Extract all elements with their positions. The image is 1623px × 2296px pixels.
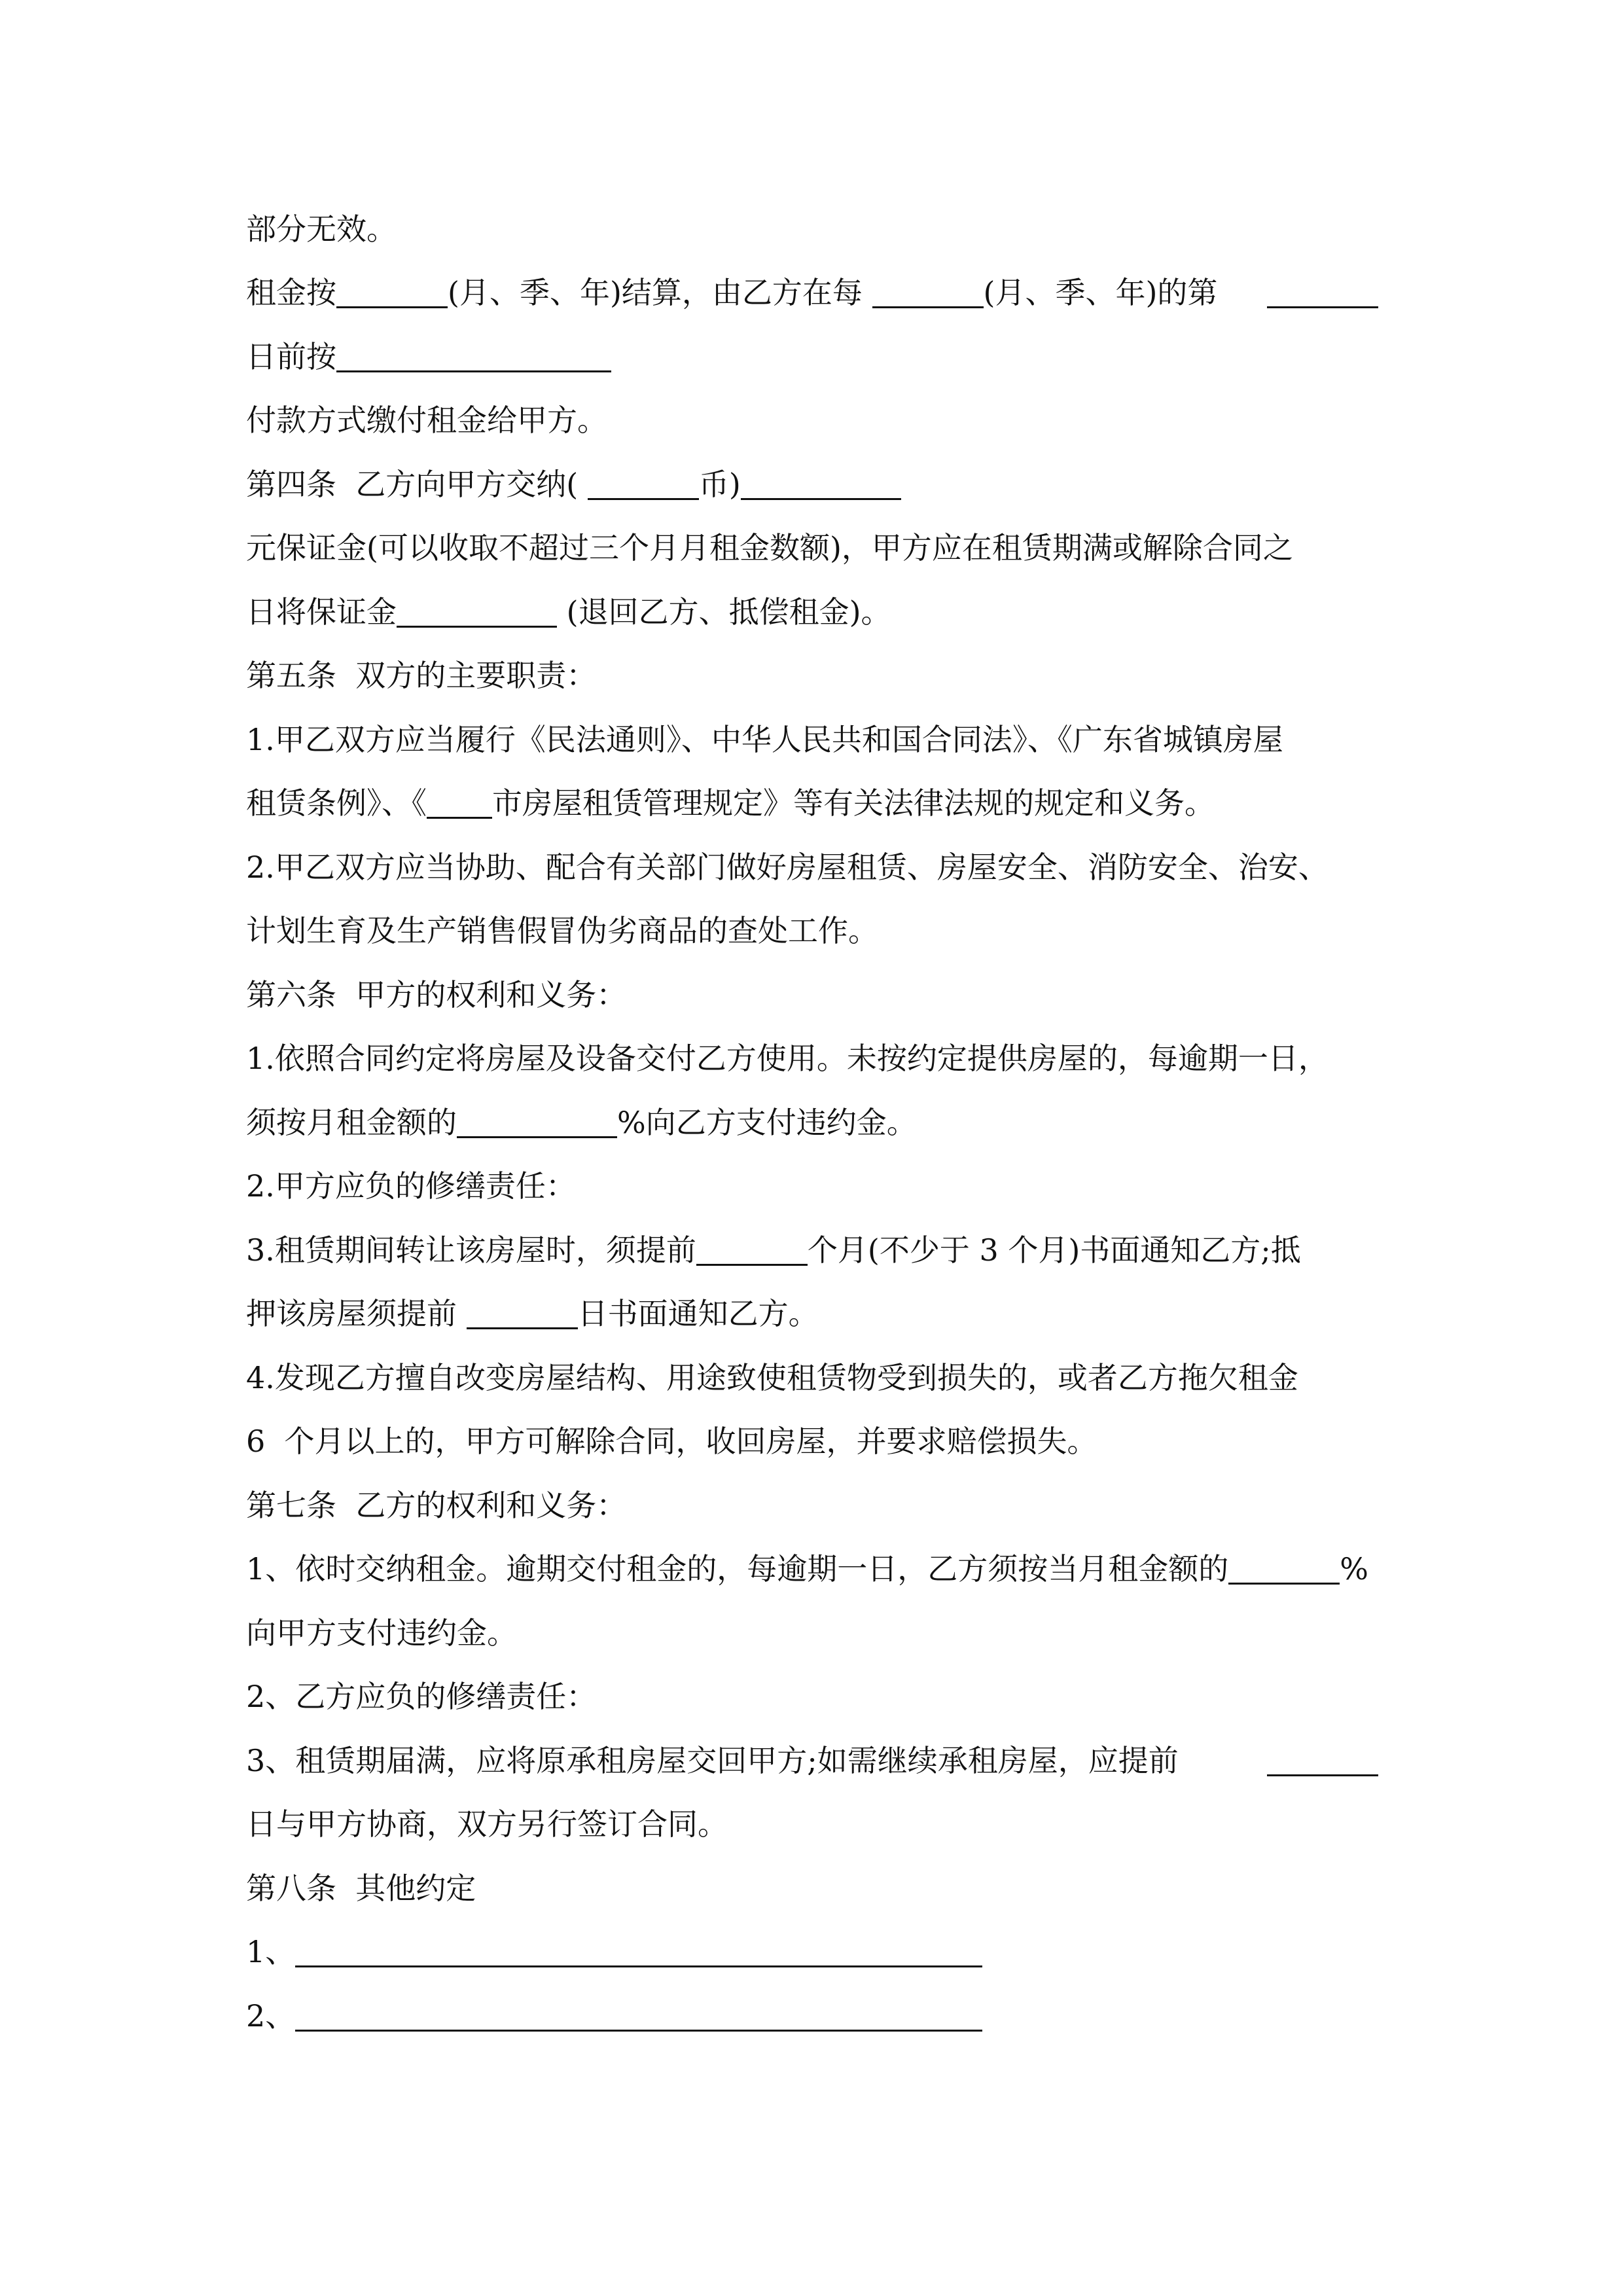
fill-blank[interactable]	[336, 270, 448, 308]
text-line	[246, 1221, 1378, 1280]
text-segment: (退回乙方、抵偿租金)。	[557, 594, 891, 630]
text-line	[246, 1093, 1378, 1152]
text-segment: 1、依时交纳租金。逾期交付租金的，每逾期一日，乙方须按当月租金额的	[246, 1551, 1229, 1587]
text-segment: 市房屋租赁管理规定》等有关法律法规的规定和义务。	[492, 785, 1215, 821]
text-segment: 付款方式缴付租金给甲方。	[246, 403, 607, 438]
fill-blank[interactable]	[1267, 270, 1378, 308]
text-line	[246, 1029, 1378, 1088]
text-segment: 须按月租金额的	[246, 1105, 457, 1140]
text-segment: (月、季、年)的第	[983, 275, 1218, 310]
fill-blank[interactable]	[427, 780, 492, 819]
text-line	[246, 774, 1378, 833]
text-segment: 向甲方支付违约金。	[246, 1615, 517, 1651]
text-segment: 部分无效。	[246, 211, 397, 247]
fill-blank[interactable]	[295, 1929, 982, 1967]
text-line	[246, 391, 1378, 450]
text-segment: 租赁条例》、《	[246, 785, 427, 821]
text-segment: 1、	[246, 1934, 296, 1969]
text-segment: 日与甲方协商，双方另行签订合同。	[246, 1806, 728, 1842]
text-segment: 3、租赁期届满，应将原承租房屋交回甲方;如需继续承租房屋，应提前	[246, 1743, 1179, 1778]
text-segment: 日书面通知乙方。	[577, 1296, 819, 1331]
text-segment: 2.甲方应负的修缮责任：	[246, 1168, 576, 1204]
text-segment: 元保证金(可以收取不超过三个月月租金数额)，甲方应在租赁期满或解除合同之	[246, 530, 1293, 565]
fill-blank[interactable]	[336, 334, 611, 372]
text-segment: 租金按	[246, 275, 336, 310]
text-segment: 2、	[246, 1998, 296, 2034]
fill-blank[interactable]	[741, 461, 901, 500]
fill-blank[interactable]	[1228, 1546, 1340, 1585]
fill-blank[interactable]	[397, 589, 557, 628]
text-segment: 个月(不少于 3 个月)书面通知乙方;抵	[807, 1232, 1301, 1268]
section-heading	[246, 1859, 1378, 1918]
section-heading	[246, 1476, 1378, 1535]
text-segment: 押该房屋须提前	[246, 1296, 467, 1331]
text-segment: 第五条 双方的主要职责：	[246, 658, 597, 693]
section-heading	[246, 965, 1378, 1024]
text-line	[246, 1922, 1378, 1981]
text-segment: 第四条 乙方向甲方交纳(	[246, 467, 588, 502]
text-line	[246, 1284, 1378, 1343]
fill-blank[interactable]	[1267, 1738, 1378, 1776]
fill-blank[interactable]	[588, 461, 699, 500]
text-segment: 第六条 甲方的权利和义务：	[246, 977, 627, 1013]
fill-blank[interactable]	[457, 1100, 617, 1138]
text-line	[246, 263, 1378, 322]
text-line	[246, 327, 1378, 386]
text-segment: 6 个月以上的，甲方可解除合同，收回房屋，并要求赔偿损失。	[246, 1424, 1097, 1459]
text-line	[246, 583, 1378, 641]
text-segment: %向乙方支付违约金。	[617, 1105, 917, 1140]
fill-blank[interactable]	[872, 270, 984, 308]
text-segment: %	[1340, 1551, 1368, 1587]
text-segment: 日前按	[246, 339, 336, 374]
text-segment: 2.甲乙双方应当协助、配合有关部门做好房屋租赁、房屋安全、消防安全、治安、	[246, 850, 1329, 885]
fill-blank[interactable]	[295, 1993, 982, 2032]
text-segment: 日将保证金	[246, 594, 397, 630]
text-line	[246, 1539, 1378, 1598]
text-line	[246, 518, 1378, 577]
text-line	[246, 901, 1378, 960]
text-line	[246, 710, 1378, 769]
text-segment: 币)	[698, 467, 741, 502]
text-segment: (月、季、年)结算，由乙方在每	[448, 275, 872, 310]
text-line	[246, 838, 1378, 897]
text-segment: 1.依照合同约定将房屋及设备交付乙方使用。未按约定提供房屋的，每逾期一日，	[246, 1041, 1329, 1076]
text-line	[246, 1604, 1378, 1662]
fill-blank[interactable]	[467, 1291, 578, 1329]
text-segment: 3.租赁期间转让该房屋时，须提前	[246, 1232, 696, 1268]
text-line	[246, 1157, 1378, 1215]
section-heading	[246, 646, 1378, 705]
text-segment: 4.发现乙方擅自改变房屋结构、用途致使租赁物受到损失的，或者乙方拖欠租金	[246, 1360, 1298, 1395]
text-segment: 第八条 其他约定	[246, 1871, 476, 1906]
text-segment: 第七条 乙方的权利和义务：	[246, 1488, 627, 1523]
text-line	[246, 1795, 1378, 1854]
text-line	[246, 1731, 1378, 1790]
text-segment: 计划生育及生产销售假冒伪劣商品的查处工作。	[246, 913, 878, 948]
text-line	[246, 455, 1378, 514]
text-line	[246, 1348, 1378, 1407]
text-line	[246, 200, 1378, 259]
text-line	[246, 1667, 1378, 1726]
text-segment: 1.甲乙双方应当履行《民法通则》、中华人民共和国合同法》、《广东省城镇房屋	[246, 722, 1283, 757]
text-line	[246, 1986, 1378, 2045]
text-segment: 2、乙方应负的修缮责任：	[246, 1679, 597, 1714]
fill-blank[interactable]	[696, 1227, 808, 1266]
text-line	[246, 1412, 1378, 1471]
